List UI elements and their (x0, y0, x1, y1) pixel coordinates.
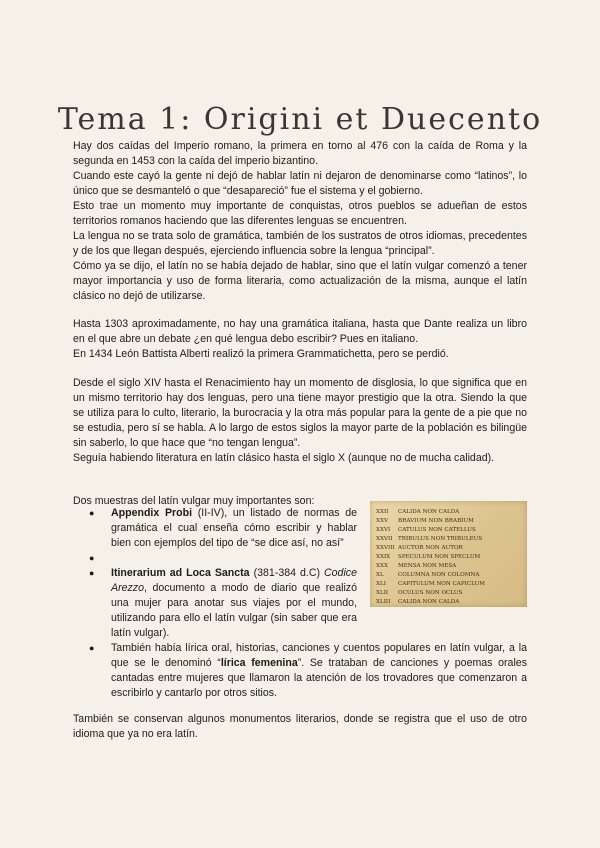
item-text: (II-IV), un listado de normas de gramática el cual enseña cómo escribir y hablar bien con ejemplos del tipo de “se dice así, no así” (111, 507, 357, 549)
paragraph: Hasta 1303 aproximadamente, no hay una gramática italiana, hasta que Dante realiza un libro en el que abre un debate ¿en qué lengua debo escribir? Pues en italiano. (73, 318, 527, 345)
closing-paragraph: También se conservan algunos monumentos literarios, donde se registra que el uso de otro idioma que ya no era latín. (73, 713, 527, 740)
item-date: (381-384 d.C) (249, 567, 325, 579)
manuscript-line-number: XXII (376, 509, 389, 515)
diglossia-section (73, 376, 527, 466)
item-codex: Codice Arezzo (111, 567, 357, 594)
manuscript-line-number: XXVI (376, 527, 391, 533)
appendix-probi-manuscript-image (370, 501, 527, 607)
item-text: , documento a modo de diario que realizó una mujer para anotar sus viajes por el mundo, utilizando para ello el latín vulgar (sin saber que era latín vulgar). (111, 582, 357, 639)
paragraph: La lengua no se trata solo de gramática, también de los sustratos de otros idiomas, precedentes y de los que llegan después, ejerciendo influencia sobre la lengua “principal”. (73, 230, 527, 257)
item-title: lírica femenina (220, 657, 298, 669)
page-title: Tema 1: Origini et Duecento (57, 102, 543, 138)
manuscript-line (376, 597, 524, 607)
manuscript-line-text: BRAVIUM NON BRABIUM (398, 518, 474, 524)
manuscript-line-number: XL (376, 572, 384, 578)
list-item-itinerarium (73, 566, 357, 641)
manuscript-line-number: XLI (376, 581, 386, 587)
manuscript-line-text: AUCTOR NON AUTOR (398, 545, 463, 551)
list-item-appendix-probi (73, 506, 357, 551)
manuscript-line-number: XXV (376, 518, 389, 524)
manuscript-line-text: SPECULUM NON SPECLUM (398, 554, 481, 560)
paragraph: Seguía habiendo literatura en latín clásico hasta el siglo X (aunque no de mucha calidad). (73, 452, 495, 464)
manuscript-line-text: CAPITULUM NON CAPICLUM (398, 581, 485, 587)
paragraph: Hay dos caídas del Imperio romano, la primera en torno al 476 con la caída de Roma y la segunda en 1453 con la caída del imperio bizantino. (73, 140, 527, 167)
grammar-section (73, 317, 527, 362)
paragraph: En 1434 León Battista Alberti realizó la primera Grammatichetta, pero se perdió. (73, 348, 449, 360)
manuscript-line-text: CATULUS NON CATELLUS (398, 527, 476, 533)
manuscript-line-text: CALIDA NON CALDA (398, 509, 460, 515)
list-item-lirica-femenina (73, 641, 527, 701)
manuscript-line-number: XXX (376, 563, 388, 569)
paragraph: Esto trae un momento muy importante de conquistas, otros pueblos se adueñan de estos territorios romanos haciendo que las diferentes lenguas se encuentren. (73, 200, 527, 227)
paragraph: Desde el siglo XIV hasta el Renacimiento hay un momento de disglosia, lo que significa que en un mismo territorio hay dos lenguas, pero una tiene mayor prestigio que la otra. Siendo la que se utiliza para lo culto, literario, la burocracia y la otra más popular para la gente de a pie que no se estudia, pero sí se habla. A lo largo de estos siglos la mayor parte de la población es bilingüe sin saberlo, lo que hace que “no tengan lengua”. (73, 377, 527, 449)
manuscript-line-text: TRIBULUS NON TRIBULEUS (398, 536, 483, 542)
manuscript-line-number: XXVIII (376, 545, 395, 551)
intro-section (73, 139, 527, 304)
item-title: Appendix Probi (111, 507, 193, 519)
manuscript-line-number: XLII (376, 590, 389, 596)
list-intro: Dos muestras del latín vulgar muy importantes son: (73, 495, 315, 507)
manuscript-line-text: CALIDA NON CALDA (398, 599, 460, 605)
paragraph: Cómo ya se dijo, el latín no se había dejado de hablar, sino que el latín vulgar comenzó a tener mayor importancia y uso de forma literaria, como actualización de la misma, aunque el latín clásico no dejó de utilizarse. (73, 260, 527, 302)
item-text: También había lírica oral, historias, canciones y cuentos populares en latín vulgar, a la que se le denominó “ (111, 642, 527, 669)
item-title: Itinerarium ad Loca Sancta (111, 567, 250, 579)
manuscript-line-number: XXIX (376, 554, 391, 560)
paragraph: Cuando este cayó la gente ni dejó de hablar latín ni dejaron de denominarse como “latinos”, lo único que se desmanteló o que “desapareció” fue el sistema y el gobierno. (73, 170, 527, 197)
manuscript-line-number: XLIII (376, 599, 391, 605)
manuscript-line-number: XXVII (376, 536, 393, 542)
item-text: ”. Se trataban de canciones y poemas orales cantadas entre mujeres que llamaron la atención de los trovadores que comenzaron a escribirlo y cantarlo por otros sitios. (111, 657, 527, 699)
manuscript-line-text: OCULUS NON OCLUS (398, 590, 463, 596)
manuscript-line-text: COLUMNA NON COLOMNA (398, 572, 480, 578)
manuscript-line-text: MENSA NON MESA (398, 563, 457, 569)
